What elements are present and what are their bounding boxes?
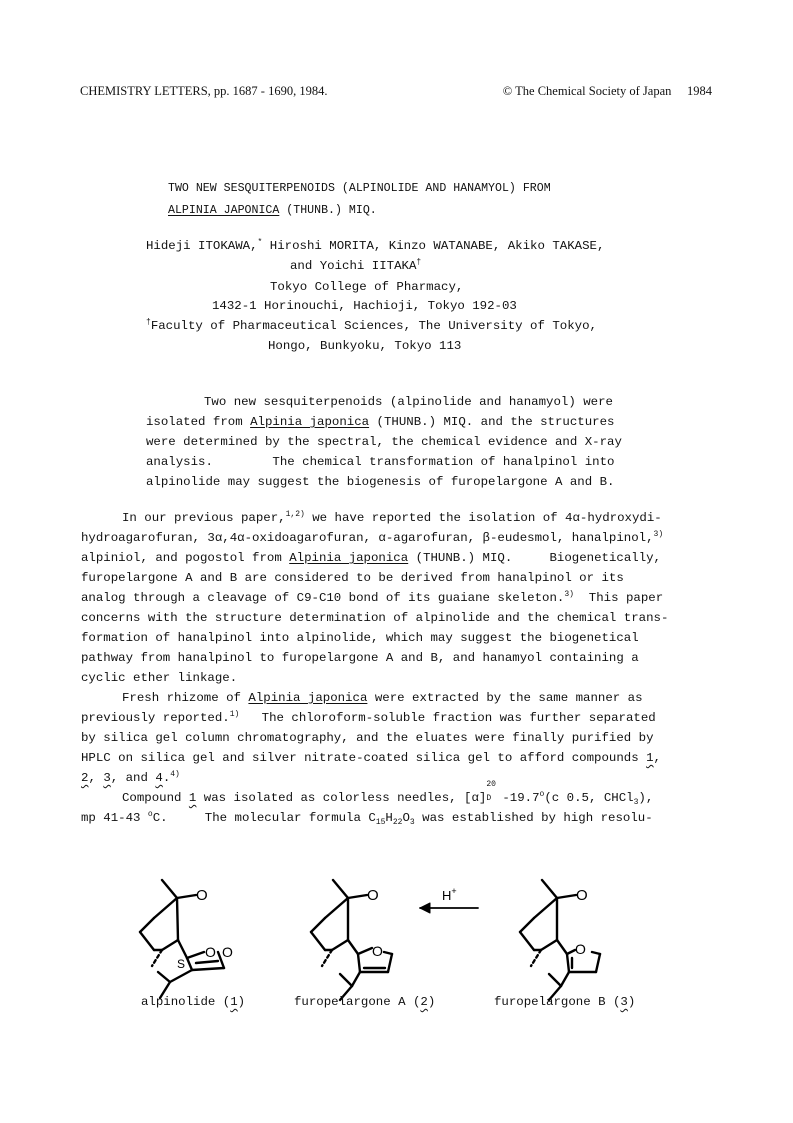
body-text: H xyxy=(385,811,393,825)
species-name: Alpinia japonica xyxy=(289,551,409,565)
reference-mark: 1,2) xyxy=(285,510,305,519)
author-itokawa: Hideji ITOKAWA, xyxy=(146,239,258,253)
affiliation-line1: Tokyo College of Pharmacy, xyxy=(270,280,464,294)
compound-number: 3 xyxy=(103,771,111,785)
paper-title-line2 xyxy=(168,204,377,217)
caption-name: furopelargone A ( xyxy=(294,995,421,1009)
body-p2-line4 xyxy=(81,748,661,768)
body-p1-line7: formation of hanalpinol into alpinolide, which may suggest the biogenetical xyxy=(81,631,639,645)
reaction-arrow xyxy=(420,903,478,913)
compound-number: 1 xyxy=(646,751,654,765)
abstract-line2 xyxy=(146,412,614,432)
authors-list: Hiroshi MORITA, Kinzo WATANABE, Akiko TAKASE, xyxy=(262,239,605,253)
title-species: ALPINIA JAPONICA xyxy=(168,204,280,217)
body-p1-line1 xyxy=(122,508,662,528)
arrow-label-h: H xyxy=(442,888,452,903)
atom-o-lactone-ring: O xyxy=(205,944,216,960)
body-p1-line2 xyxy=(81,528,663,548)
body-text: O xyxy=(402,811,410,825)
compound-number: 2 xyxy=(81,771,89,785)
body-text: analog through a cleavage of C9-C10 bond of its guaiane skeleton. xyxy=(81,591,565,605)
reference-mark: 3) xyxy=(564,590,574,599)
body-text: , xyxy=(653,751,661,765)
affiliation-line2: 1432-1 Horinouchi, Hachioji, Tokyo 192-03 xyxy=(212,299,517,313)
corresponding-mark: * xyxy=(257,238,263,247)
atom-o-furan-3: O xyxy=(575,941,586,957)
body-text: In our previous paper, xyxy=(122,511,286,525)
dagger-mark-2: † xyxy=(146,318,151,327)
reference-mark: 3) xyxy=(653,530,664,539)
d-line-sub: D xyxy=(486,794,492,803)
body-text: -19.7 xyxy=(502,791,540,805)
caption-close: ) xyxy=(627,995,636,1009)
body-p3-line1 xyxy=(122,780,654,808)
body-text: , xyxy=(88,771,104,785)
body-p1-line4: furopelargone A and B are considered to be derived from hanalpinol or its xyxy=(81,571,624,585)
body-text: (THUNB.) MIQ. Biogenetically, xyxy=(408,551,661,565)
header-year: 1984 xyxy=(687,84,712,98)
body-p2-line2 xyxy=(81,708,656,728)
body-text: mp 41-43 xyxy=(81,811,148,825)
running-header xyxy=(80,84,712,102)
abstract-line1: Two new sesquiterpenoids (alpinolide and hanamyol) were xyxy=(204,395,613,409)
body-p2-line3: by silica gel column chromatography, and the eluates were finally purified by xyxy=(81,731,654,745)
body-text: ), xyxy=(638,791,654,805)
caption-name: alpinolide ( xyxy=(141,995,231,1009)
body-text: Compound xyxy=(122,791,189,805)
copyright-notice xyxy=(503,84,712,99)
caption-furopelargone-a xyxy=(294,992,435,1012)
abstract-text: (THUNB.) MIQ. and the structures xyxy=(369,415,615,429)
species-name: Alpinia japonica xyxy=(248,691,368,705)
stereo-label-s: S xyxy=(177,957,186,971)
caption-close: ) xyxy=(427,995,436,1009)
caption-name: furopelargone B ( xyxy=(494,995,621,1009)
compound-number: 1 xyxy=(188,791,197,805)
body-text: This paper xyxy=(573,591,664,605)
atom-o-ketone-2: O xyxy=(367,887,379,904)
alpinolide-structure xyxy=(140,880,224,998)
abstract-line4: analysis. The chemical transformation of hanalpinol into xyxy=(146,455,615,469)
caption-number: 3 xyxy=(620,995,628,1009)
arrow-label-plus: + xyxy=(451,886,457,896)
abstract-line5: alpinolide may suggest the biogenesis of furopelargone A and B. xyxy=(146,475,615,489)
author-iitaka: and Yoichi IITAKA xyxy=(290,259,417,273)
compound-number: 4 xyxy=(155,771,163,785)
atom-o-ketone-3: O xyxy=(576,887,588,904)
optical-rotation-scripts xyxy=(486,780,502,803)
body-text: C. The molecular formula C xyxy=(152,811,376,825)
authors-line1 xyxy=(146,236,604,256)
subscript: 3 xyxy=(409,818,415,827)
paper-title-line1: TWO NEW SESQUITERPENOIDS (ALPINOLIDE AND HANAMYOL) FROM xyxy=(168,182,551,195)
subscript: 15 xyxy=(375,818,386,827)
journal-citation: CHEMISTRY LETTERS, pp. 1687 - 1690, 1984. xyxy=(80,84,328,98)
body-p2-line5 xyxy=(81,768,180,788)
body-text: previously reported. xyxy=(81,711,230,725)
body-p1-line9: cyclic ether linkage. xyxy=(81,671,238,685)
body-text: we have reported the isolation of 4α-hydroxydi- xyxy=(304,511,662,525)
body-p1-line3 xyxy=(81,548,661,568)
body-text: was established by high resolu- xyxy=(414,811,653,825)
caption-close: ) xyxy=(237,995,246,1009)
temperature-sup: 20 xyxy=(486,780,496,789)
copyright-text: © The Chemical Society of Japan xyxy=(502,84,672,98)
body-p1-line8: pathway from hanalpinol to furopelargone A and B, and hanamyol containing a xyxy=(81,651,639,665)
abstract-line3: were determined by the spectral, the chemical evidence and X-ray xyxy=(146,435,622,449)
body-text: were extracted by the same manner as xyxy=(367,691,643,705)
caption-furopelargone-b xyxy=(494,992,635,1012)
atom-o-ketone-1: O xyxy=(196,887,208,904)
affiliation-faculty: Faculty of Pharmaceutical Sciences, The University of Tokyo, xyxy=(150,319,597,333)
furopelargone-a-structure xyxy=(311,880,392,1000)
reference-mark: 4) xyxy=(170,770,180,779)
subscript: 22 xyxy=(392,818,403,827)
atom-o-furan-2: O xyxy=(372,943,383,959)
caption-alpinolide xyxy=(141,992,245,1012)
title-authority: (THUNB.) MIQ. xyxy=(279,204,377,217)
body-text: HPLC on silica gel and silver nitrate-coated silica gel to afford compounds xyxy=(81,751,647,765)
acid-catalyst-label xyxy=(442,886,457,903)
dagger-mark: † xyxy=(416,258,422,267)
degree-mark: o xyxy=(147,810,153,819)
caption-number: 2 xyxy=(420,995,428,1009)
body-p3-line2 xyxy=(81,808,653,828)
caption-number: 1 xyxy=(230,995,238,1009)
affiliation-line3 xyxy=(146,316,597,336)
body-text: Fresh rhizome of xyxy=(122,691,249,705)
body-text: The chloroform-soluble fraction was further separated xyxy=(239,711,656,725)
degree-mark: o xyxy=(539,790,545,799)
body-text: alpiniol, and pogostol from xyxy=(81,551,290,565)
abstract-text: isolated from xyxy=(146,415,251,429)
body-text: , and xyxy=(110,771,156,785)
authors-line2 xyxy=(290,256,421,276)
body-text: . xyxy=(162,771,171,785)
body-text: was isolated as colorless needles, [α] xyxy=(196,791,487,805)
atom-o-lactone-carbonyl: O xyxy=(222,944,233,960)
body-p2-line1 xyxy=(122,688,643,708)
body-text: hydroagarofuran, 3α,4α-oxidoagarofuran, α-agarofuran, β-eudesmol, hanalpinol, xyxy=(81,531,654,545)
body-text: (c 0.5, CHCl xyxy=(544,791,634,805)
body-p1-line5 xyxy=(81,588,663,608)
subscript: 3 xyxy=(633,798,639,807)
affiliation-line4: Hongo, Bunkyoku, Tokyo 113 xyxy=(268,339,462,353)
furopelargone-b-structure xyxy=(520,880,600,1000)
body-p1-line6: concerns with the structure determination of alpinolide and the chemical trans- xyxy=(81,611,669,625)
abstract-species: Alpinia japonica xyxy=(250,415,370,429)
reference-mark: 1) xyxy=(229,710,240,719)
